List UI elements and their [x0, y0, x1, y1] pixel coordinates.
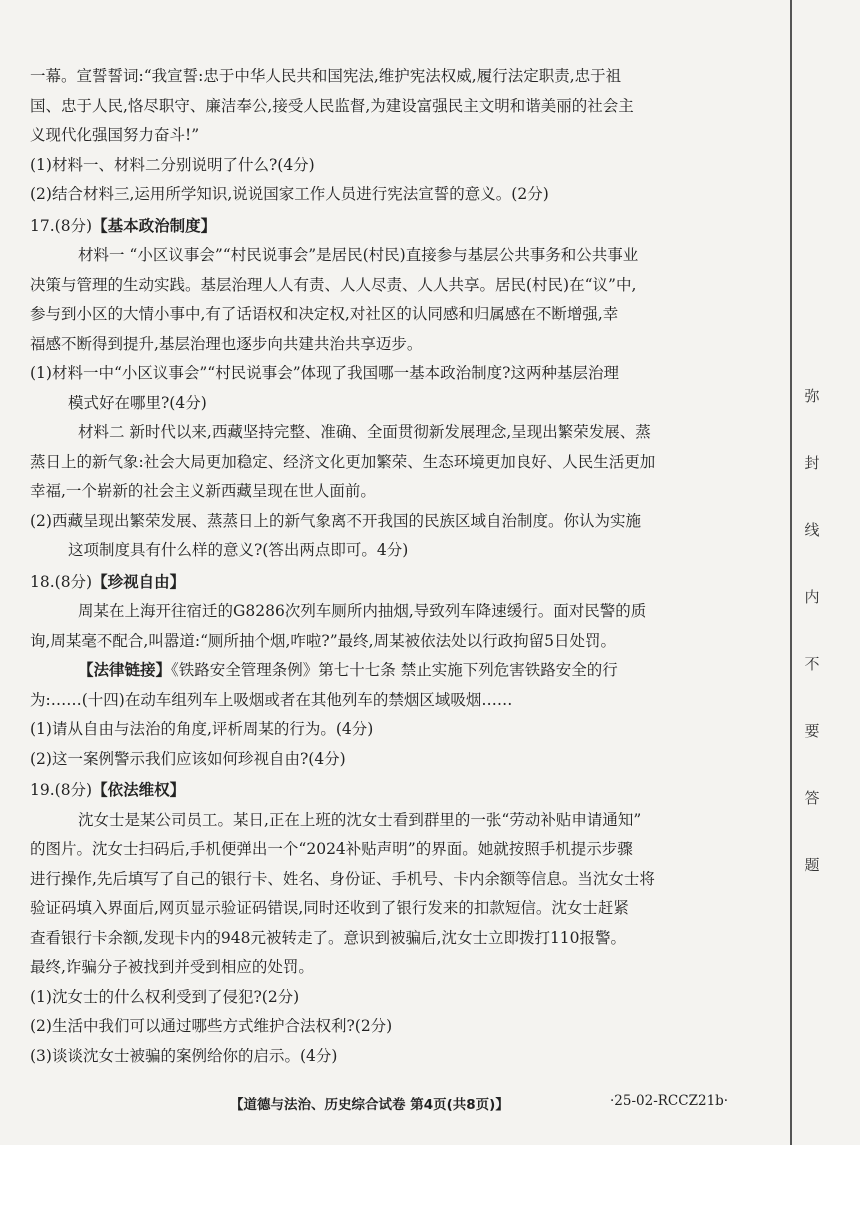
material-line: 询,周某毫不配合,叫嚣道:“厕所抽个烟,咋啦?”最终,周某被依法处以行政拘留5日处罚。: [30, 631, 616, 650]
material-line: 验证码填入界面后,网页显示验证码错误,同时还收到了银行发来的扣款短信。沈女士赶紧: [30, 899, 629, 917]
page-content: [30, 62, 730, 1071]
binding-char: 封: [804, 454, 820, 472]
binding-char: 线: [804, 521, 820, 539]
material-line: 最终,诈骗分子被找到并受到相应的处罚。: [30, 958, 314, 976]
question-18-header: [30, 568, 730, 598]
question-17-header: [30, 212, 730, 242]
text-line: 国、忠于人民,恪尽职守、廉洁奉公,接受人民监督,为建设富强民主文明和谐美丽的社会主: [30, 96, 634, 115]
page-bottom-margin: [0, 1145, 860, 1217]
binding-notice: [800, 385, 824, 921]
sub-question: (2)这一案例警示我们应该如何珍视自由?(4分): [30, 749, 346, 768]
text-line: 一幕。宣誓誓词:“我宣誓:忠于中华人民共和国宪法,维护宪法权威,履行法定职责,忠于祖: [30, 67, 622, 85]
binding-char: 答: [804, 789, 820, 807]
binding-char: 题: [804, 856, 820, 874]
sub-question: (2)西藏呈现出繁荣发展、蒸蒸日上的新气象离不开我国的民族区域自治制度。你认为实施: [30, 511, 641, 530]
sub-question: (1)材料一中“小区议事会”“村民说事会”体现了我国哪一基本政治制度?这两种基层治理: [30, 364, 619, 382]
sub-question: (2)结合材料三,运用所学知识,说说国家工作人员进行宪法宣誓的意义。(2分): [30, 185, 549, 203]
binding-char: 不: [804, 655, 820, 673]
sub-question: (1)沈女士的什么权利受到了侵犯?(2分): [30, 987, 300, 1006]
question-tag: 【依法维权】: [92, 781, 186, 799]
question-number: 18.(8分): [30, 572, 93, 591]
law-tag: 【法律链接】: [78, 661, 172, 679]
binding-char: 内: [804, 588, 820, 606]
question-number: 17.(8分): [30, 216, 93, 235]
material-line: 查看银行卡余额,发现卡内的948元被转走了。意识到被骗后,沈女士立即拨打110报警。: [30, 928, 627, 947]
sub-question: (1)请从自由与法治的角度,评析周某的行为。(4分): [30, 720, 374, 738]
footer-title: 【道德与法治、历史综合试卷 第4页(共8页)】: [230, 1097, 509, 1113]
material-line: 蒸日上的新气象:社会大局更加稳定、经济文化更加繁荣、生态环境更加良好、人民生活更加: [30, 452, 656, 471]
text-line: 义现代化强国努力奋斗!”: [30, 126, 200, 144]
question-number: 19.(8分): [30, 781, 93, 799]
sub-question: (2)生活中我们可以通过哪些方式维护合法权利?(2分): [30, 1017, 393, 1035]
sub-question: (1)材料一、材料二分别说明了什么?(4分): [30, 155, 315, 174]
question-19-header: [30, 776, 730, 806]
material-line: 材料二 新时代以来,西藏坚持完整、准确、全面贯彻新发展理念,呈现出繁荣发展、蒸: [78, 423, 651, 441]
material-line: 的图片。沈女士扫码后,手机便弹出一个“2024补贴声明”的界面。她就按照手机提示步骤: [30, 840, 633, 858]
sub-question: 模式好在哪里?(4分): [68, 393, 207, 412]
question-tag: 【基本政治制度】: [92, 216, 217, 235]
binding-char: 要: [804, 722, 820, 740]
footer-code: ·25-02-RCCZ21b·: [610, 1093, 729, 1109]
material-line: 福感不断得到提升,基层治理也逐步向共建共治共享迈步。: [30, 334, 423, 353]
material-line: 进行操作,先后填写了自己的银行卡、姓名、身份证、手机号、卡内余额等信息。当沈女士将: [30, 869, 655, 888]
material-line: 幸福,一个崭新的社会主义新西藏呈现在世人面前。: [30, 482, 376, 500]
material-line: 材料一 “小区议事会”“村民说事会”是居民(村民)直接参与基层公共事务和公共事业: [78, 246, 639, 264]
material-line: 参与到小区的大情小事中,有了话语权和决定权,对社区的认同感和归属感在不断增强,幸: [30, 305, 619, 323]
law-link: [30, 656, 730, 686]
sub-question: (3)谈谈沈女士被骗的案例给你的启示。(4分): [30, 1046, 338, 1065]
law-text: 为:……(十四)在动车组列车上吸烟或者在其他列车的禁烟区域吸烟……: [30, 690, 513, 709]
material-line: 沈女士是某公司员工。某日,正在上班的沈女士看到群里的一张“劳动补贴申请通知”: [78, 810, 642, 829]
binding-char: 弥: [804, 387, 820, 405]
material-line: 周某在上海开往宿迁的G8286次列车厕所内抽烟,导致列车降速缓行。面对民警的质: [78, 602, 647, 620]
binding-line: [790, 0, 792, 1145]
sub-question: 这项制度具有什么样的意义?(答出两点即可。4分): [68, 541, 409, 559]
material-line: 决策与管理的生动实践。基层治理人人有责、人人尽责、人人共享。居民(村民)在“议”中,: [30, 275, 637, 294]
law-text: 《铁路安全管理条例》第七十七条 禁止实施下列危害铁路安全的行: [171, 661, 618, 679]
question-tag: 【珍视自由】: [92, 572, 186, 591]
